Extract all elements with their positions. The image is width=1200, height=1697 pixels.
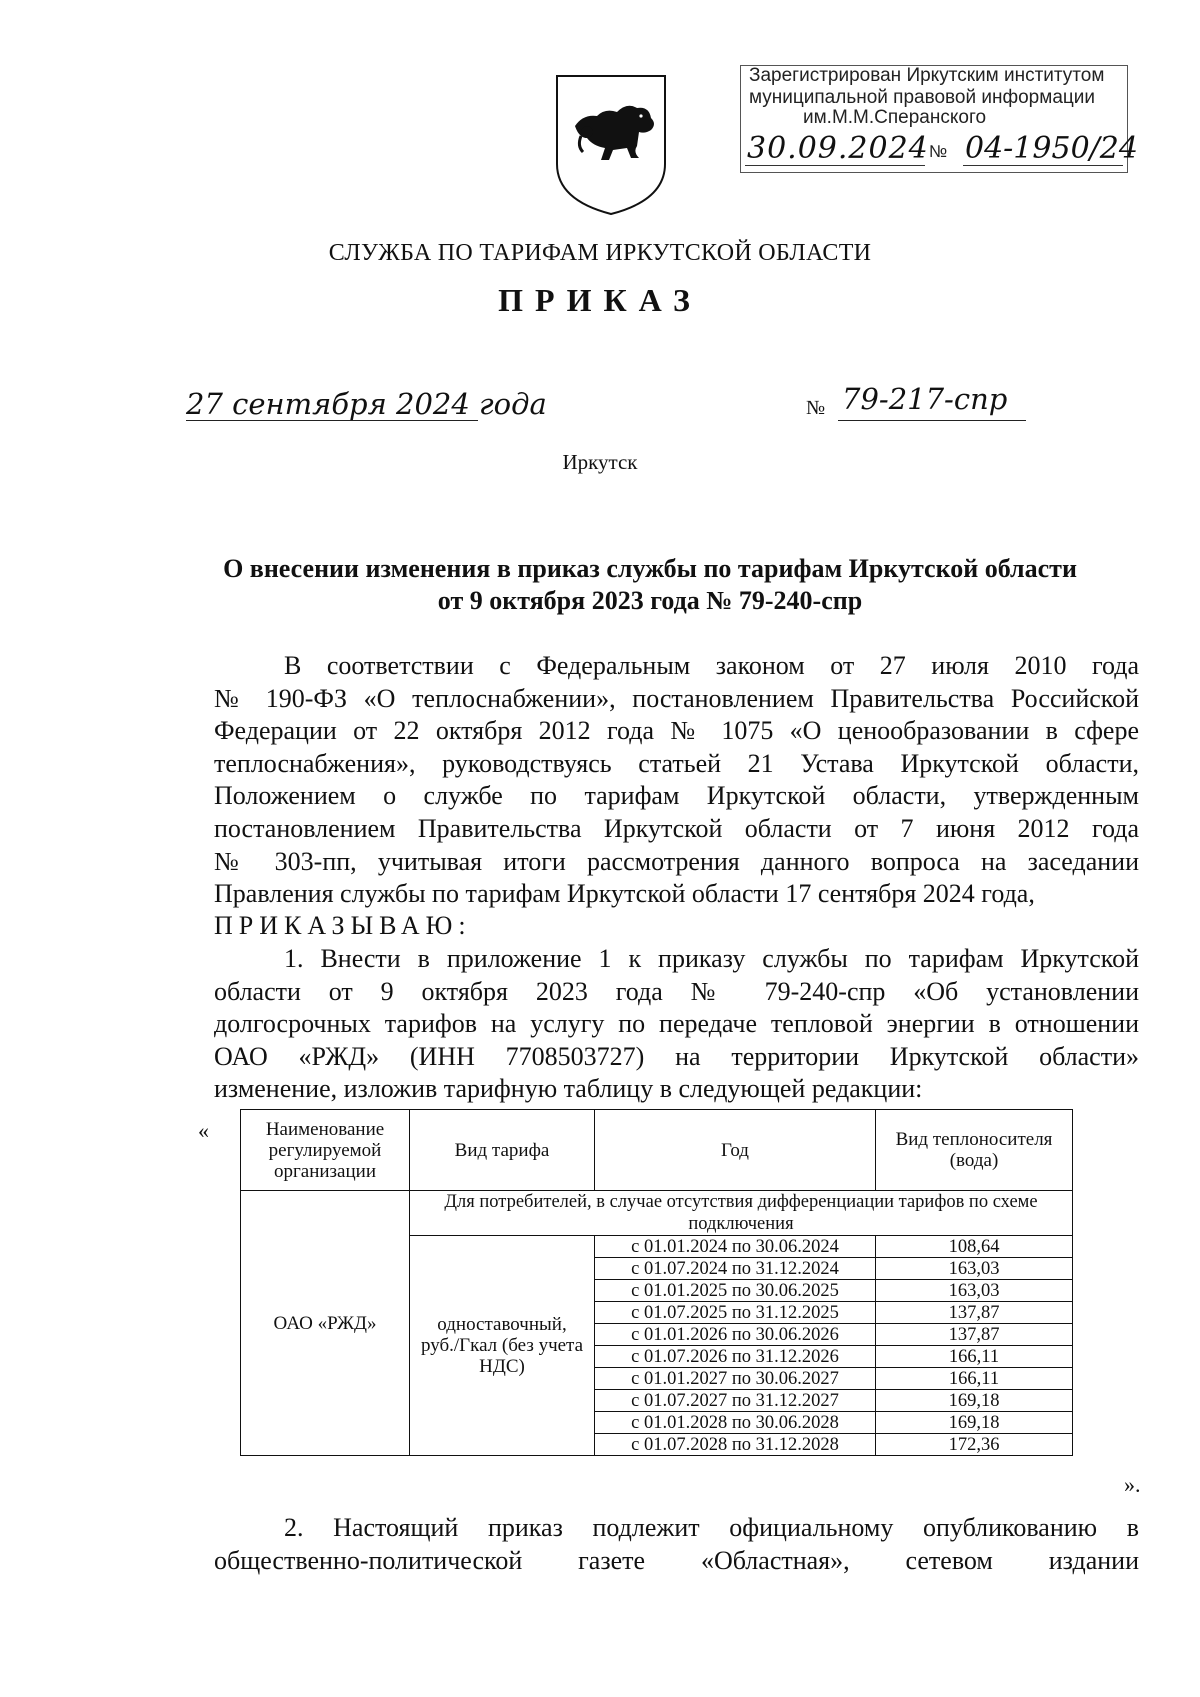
preamble-line: № 303-пп, учитывая итоги рассмотрения данного вопроса на заседании (214, 846, 1139, 876)
table-header-row (241, 1110, 1073, 1191)
agency-name: СЛУЖБА ПО ТАРИФАМ ИРКУТСКОЙ ОБЛАСТИ (328, 240, 872, 266)
stamp-date-underline (745, 165, 925, 166)
coat-of-arms-emblem (553, 72, 669, 218)
value-cell: 166,11 (876, 1346, 1073, 1368)
date-underline (186, 420, 478, 421)
period-cell: с 01.01.2027 по 30.06.2027 (595, 1368, 876, 1390)
tariff-table (240, 1109, 1073, 1456)
clause-1-line: долгосрочных тарифов на услугу по передаче тепловой энергии в отношении (214, 1009, 1139, 1039)
header-cell-tariff-type: Вид тарифа (410, 1110, 595, 1191)
clause-1-paragraph (214, 943, 1139, 1106)
handwritten-order-number: 79-217-спр (842, 382, 1008, 416)
preamble-paragraph (214, 650, 1139, 911)
preamble-line: В соответствии с Федеральным законом от 27 июля 2010 года (284, 651, 1139, 680)
handwritten-date: 27 сентября 2024 года (186, 387, 547, 421)
consumer-subheader-cell: Для потребителей, в случае отсутствия дифференциации тарифов по схеме подключения (410, 1191, 1073, 1236)
period-cell: с 01.07.2026 по 31.12.2026 (595, 1346, 876, 1368)
order-directive-word: ПРИКАЗЫВАЮ: (214, 911, 472, 940)
clause-1-line: изменение, изложив тарифную таблицу в следующей редакции: (214, 1074, 923, 1104)
period-cell: с 01.07.2028 по 31.12.2028 (595, 1434, 876, 1456)
stamp-number-sign: № (929, 142, 948, 161)
number-underline (838, 420, 1026, 421)
value-cell: 108,64 (876, 1236, 1073, 1258)
document-type-title: ПРИКАЗ (498, 282, 702, 318)
period-cell: с 01.01.2025 по 30.06.2025 (595, 1280, 876, 1302)
organization-cell: ОАО «РЖД» (241, 1191, 410, 1456)
tariff-type-cell: одноставочный, руб./Гкал (без учета НДС) (410, 1236, 595, 1456)
clause-2-line: общественно-политической газете «Областная», сетевом издании (214, 1545, 1139, 1575)
stamp-line-3: им.М.М.Сперанского (803, 107, 987, 128)
clause-1-line: ОАО «РЖД» (ИНН 7708503727) на территории Иркутской области» (214, 1041, 1139, 1071)
table-closing-quote: ». (1124, 1472, 1141, 1497)
preamble-line: Положением о службе по тарифам Иркутской области, утвержденным (214, 781, 1139, 811)
stamp-number-underline (963, 165, 1123, 166)
preamble-line: № 190-ФЗ «О теплоснабжении», постановлением Правительства Российской (214, 683, 1139, 713)
value-cell: 169,18 (876, 1412, 1073, 1434)
period-cell: с 01.01.2028 по 30.06.2028 (595, 1412, 876, 1434)
clause-2-line: 2. Настоящий приказ подлежит официальному опубликованию в (284, 1513, 1139, 1542)
period-cell: с 01.07.2025 по 31.12.2025 (595, 1302, 876, 1324)
heading-line-2: от 9 октября 2023 года № 79-240-спр (437, 586, 863, 615)
clause-1-line: 1. Внести в приложение 1 к приказу службы по тарифам Иркутской (284, 944, 1139, 973)
value-cell: 169,18 (876, 1390, 1073, 1412)
order-number-sign: № (806, 397, 826, 419)
value-cell: 166,11 (876, 1368, 1073, 1390)
table-opening-quote: « (198, 1118, 209, 1143)
value-cell: 172,36 (876, 1434, 1073, 1456)
heading-line-1: О внесении изменения в приказ службы по тарифам Иркутской области (223, 554, 1077, 583)
period-cell: с 01.01.2026 по 30.06.2026 (595, 1324, 876, 1346)
value-cell: 163,03 (876, 1258, 1073, 1280)
stamp-reg-number: 04-1950/24 (965, 131, 1138, 166)
preamble-line: теплоснабжения», руководствуясь статьей 21 Устава Иркутской области, (214, 748, 1139, 778)
stamp-line-2: муниципальной правовой информации (749, 87, 1095, 108)
registration-stamp (733, 59, 1138, 179)
header-cell-organization: Наименование регулируемой организации (241, 1110, 410, 1191)
value-cell: 163,03 (876, 1280, 1073, 1302)
period-cell: с 01.07.2027 по 31.12.2027 (595, 1390, 876, 1412)
stamp-line-1: Зарегистрирован Иркутским институтом (749, 65, 1105, 86)
value-cell: 137,87 (876, 1302, 1073, 1324)
stamp-date: 30.09.2024 (747, 131, 929, 166)
document-heading (180, 553, 1120, 617)
period-cell: с 01.01.2024 по 30.06.2024 (595, 1236, 876, 1258)
preamble-line: постановлением Правительства Иркутской области от 7 июня 2012 года (214, 813, 1139, 843)
preamble-line: Федерации от 22 октября 2012 года № 1075 «О ценообразовании в сфере (214, 716, 1139, 746)
period-cell: с 01.07.2024 по 31.12.2024 (595, 1258, 876, 1280)
clause-2-paragraph (214, 1512, 1139, 1577)
clause-1-line: области от 9 октября 2023 года № 79-240-спр «Об установлении (214, 976, 1139, 1006)
header-cell-heat-carrier: Вид теплоносителя (вода) (876, 1110, 1073, 1191)
table-row (241, 1191, 1073, 1236)
city-name: Иркутск (562, 450, 638, 474)
header-cell-year: Год (595, 1110, 876, 1191)
value-cell: 137,87 (876, 1324, 1073, 1346)
preamble-line: Правления службы по тарифам Иркутской области 17 сентября 2024 года, (214, 879, 1035, 909)
